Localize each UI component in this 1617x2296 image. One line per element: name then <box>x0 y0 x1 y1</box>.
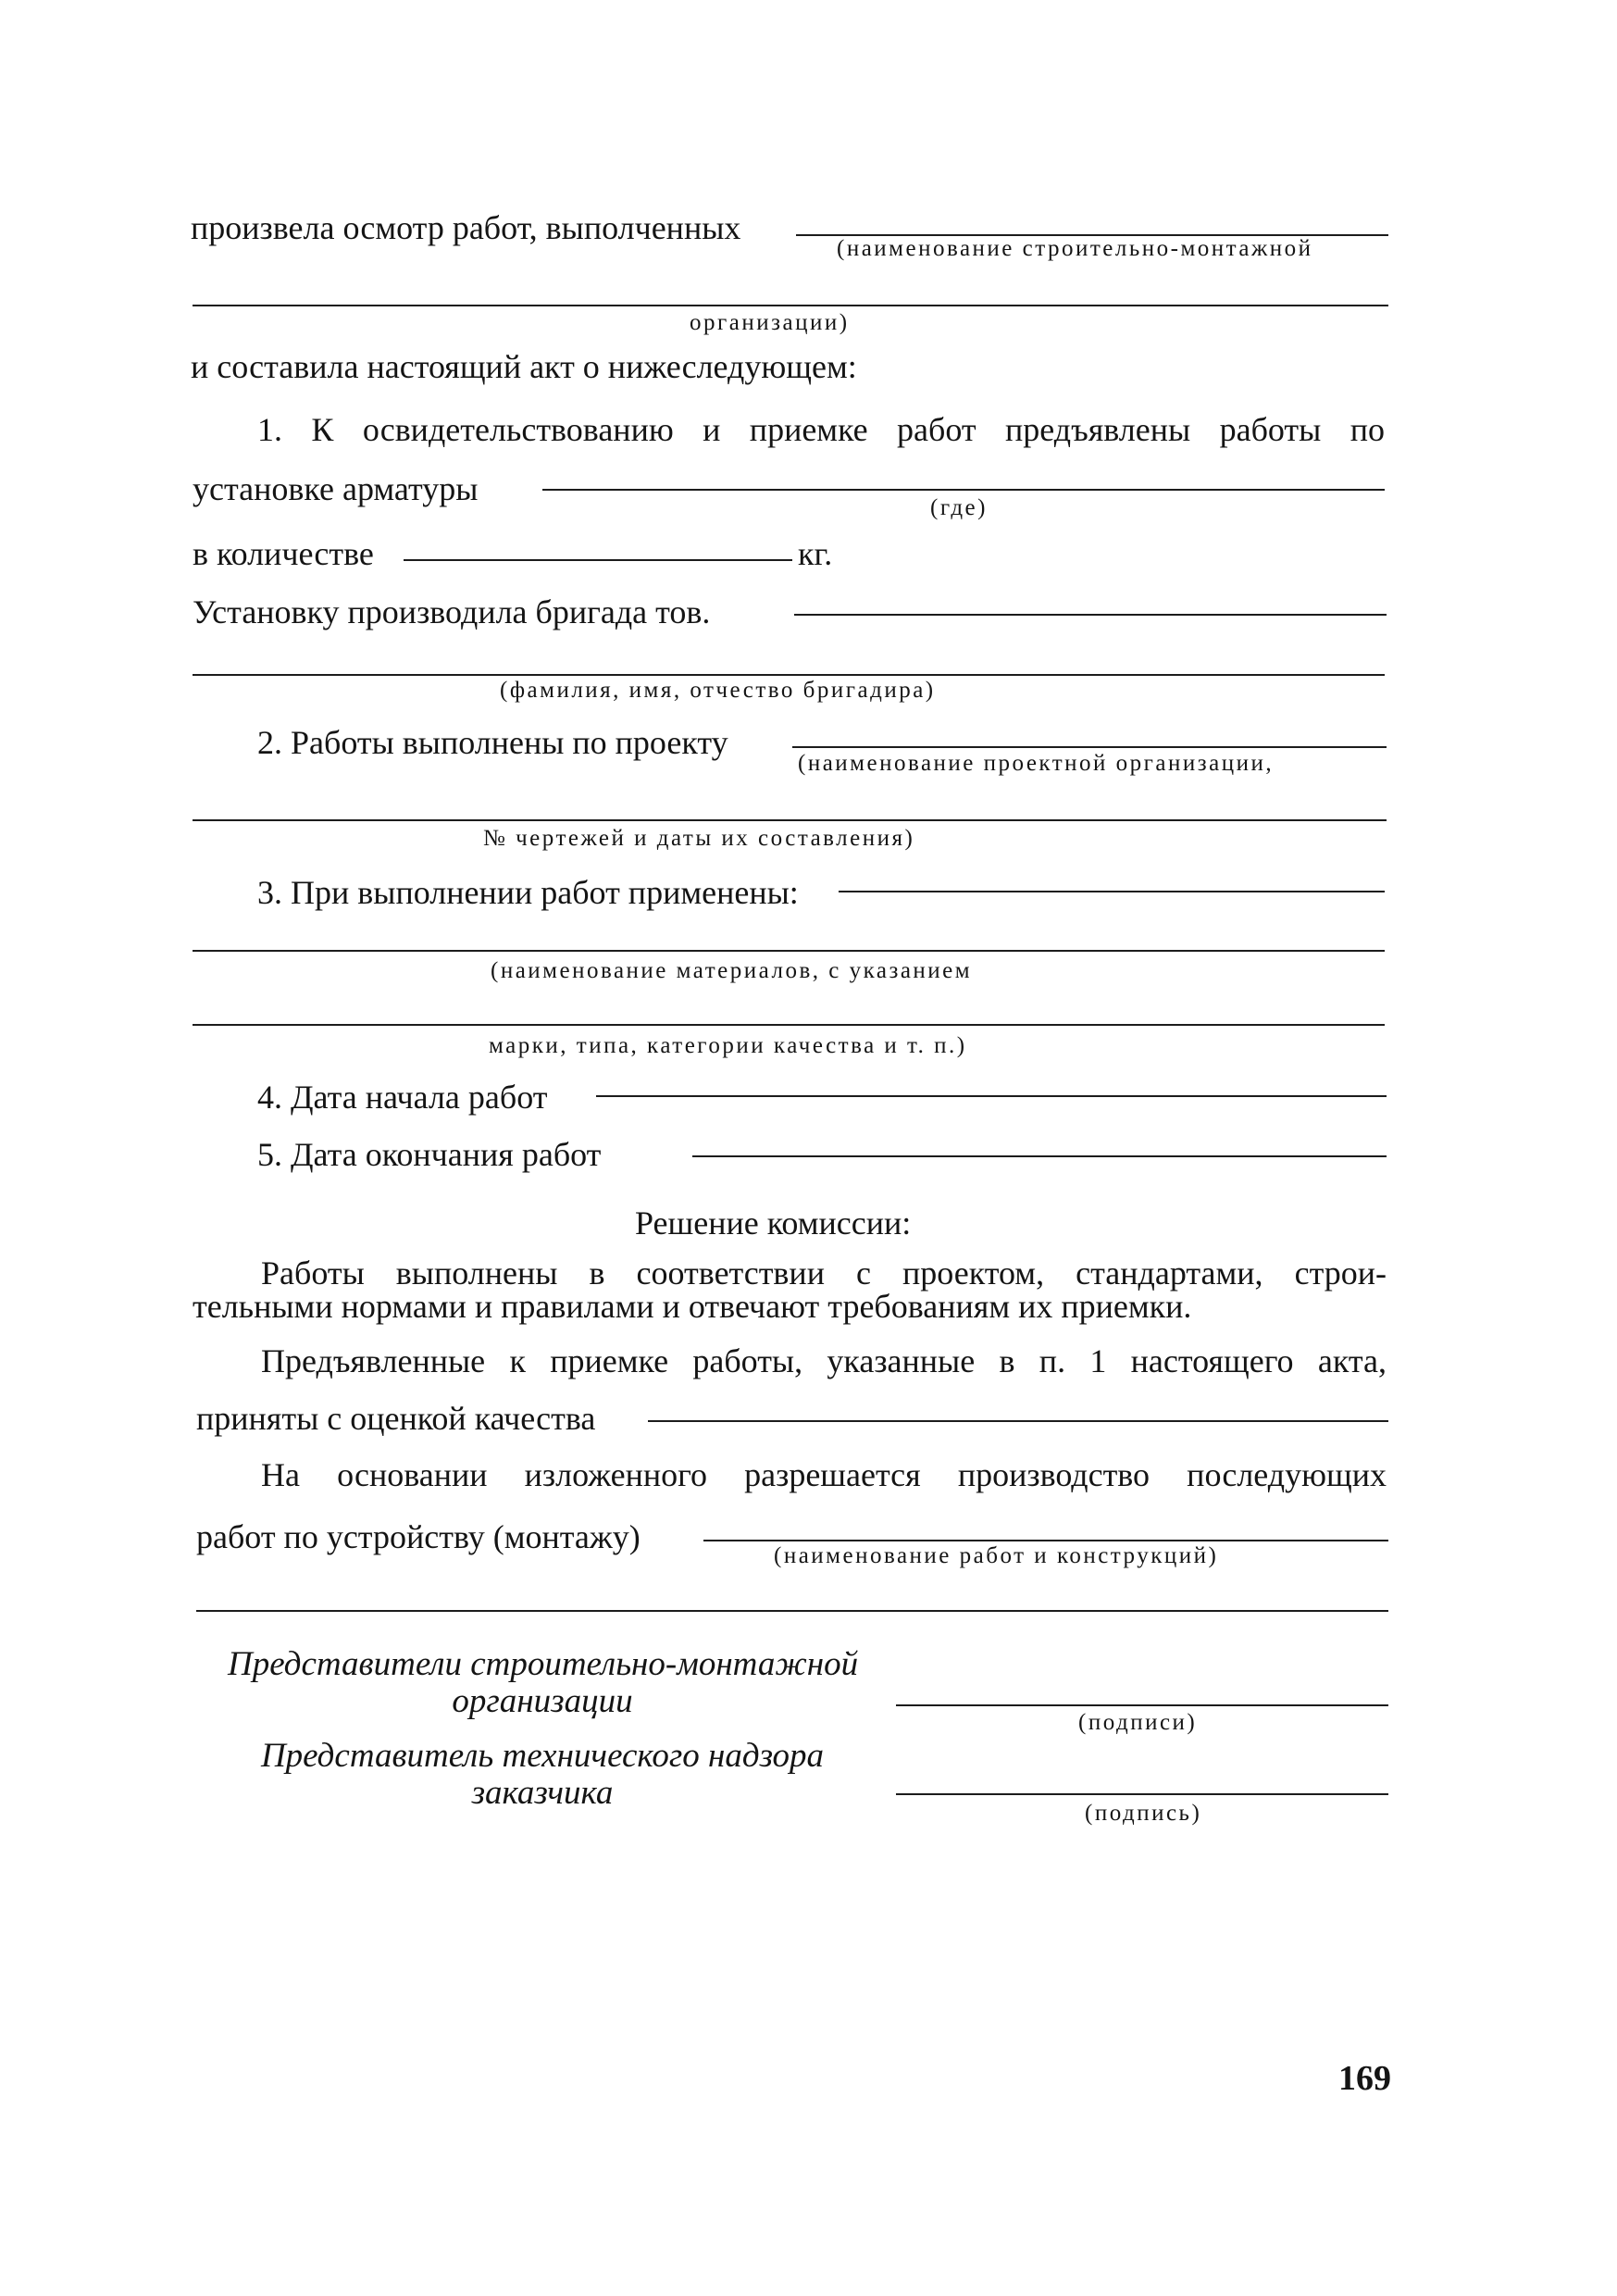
page-number: 169 <box>1338 2059 1391 2098</box>
caption-org-1: (наименование строительно-монтажной <box>837 236 1313 261</box>
quantity-unit: кг. <box>798 535 833 572</box>
item-1-line-b: установке арматуры <box>193 470 479 507</box>
fill-line-materials[interactable] <box>839 891 1385 892</box>
rep-contractor-line-b: организации <box>452 1682 633 1720</box>
item-2-line: 2. Работы выполнены по проекту <box>257 724 728 761</box>
intro-line: произвела осмотр работ, выполченных <box>191 209 741 246</box>
fill-line-materials-2[interactable] <box>193 950 1385 952</box>
item-3-line: 3. При выполнении работ применены: <box>257 874 799 911</box>
fill-line-org-2[interactable] <box>193 305 1388 306</box>
caption-brigadier: (фамилия, имя, отчество бригадира) <box>500 678 936 703</box>
fill-line-materials-3[interactable] <box>193 1024 1385 1026</box>
fill-line-where[interactable] <box>542 489 1385 491</box>
decision-p1-a: Работы выполнены в соответствии с проектом, стандартами, строи- <box>261 1254 1387 1292</box>
fill-line-works-2[interactable] <box>196 1610 1388 1612</box>
fill-line-project[interactable] <box>792 746 1387 748</box>
caption-signature: (подпись) <box>1085 1801 1202 1826</box>
caption-project-2: № чертежей и даты их составления) <box>483 826 915 851</box>
fill-line-works[interactable] <box>703 1540 1388 1541</box>
decision-p2-b: приняты с оценкой качества <box>196 1400 596 1437</box>
item-5-line: 5. Дата окончания работ <box>257 1136 602 1173</box>
fill-line-end-date[interactable] <box>692 1155 1387 1157</box>
decision-p3-b: работ по устройству (монтажу) <box>196 1518 641 1555</box>
signature-line-contractor[interactable] <box>896 1704 1388 1706</box>
fill-line-quantity[interactable] <box>404 559 792 561</box>
decision-p1-b: тельными нормами и правилами и отвечают требованиям их приемки. <box>193 1288 1192 1325</box>
signature-line-supervision[interactable] <box>896 1793 1388 1795</box>
decision-p3-a: На основании изложенного разрешается производство последующих <box>261 1456 1387 1493</box>
caption-where: (где) <box>930 495 988 520</box>
caption-materials-2: марки, типа, категории качества и т. п.) <box>489 1033 967 1058</box>
caption-works: (наименование работ и конструкций) <box>774 1543 1219 1568</box>
fill-line-brigadier[interactable] <box>193 674 1385 676</box>
decision-p2-a: Предъявленные к приемке работы, указанные в п. 1 настоящего акта, <box>261 1342 1387 1379</box>
item-1-line-a: 1. К освидетельствованию и приемке работ предъявлены работы по <box>257 411 1385 448</box>
rep-contractor-line-a: Представители строительно-монтажной <box>228 1645 859 1683</box>
decision-heading: Решение комиссии: <box>635 1204 912 1242</box>
fill-line-start-date[interactable] <box>596 1095 1387 1097</box>
fill-line-brigade[interactable] <box>794 614 1387 616</box>
quantity-label: в количестве <box>193 535 374 572</box>
caption-org-2: организации) <box>690 310 850 335</box>
compose-line: и составила настоящий акт о нижеследующем: <box>191 348 857 385</box>
caption-materials-1: (наименование материалов, с указанием <box>491 958 973 983</box>
item-4-line: 4. Дата начала работ <box>257 1079 548 1116</box>
caption-project-1: (наименование проектной организации, <box>798 751 1275 776</box>
fill-line-project-2[interactable] <box>193 819 1387 821</box>
brigade-label: Установку производила бригада тов. <box>193 593 711 630</box>
rep-supervision-line-b: заказчика <box>471 1774 614 1812</box>
rep-supervision-line-a: Представитель технического надзора <box>260 1737 825 1775</box>
fill-line-quality[interactable] <box>648 1420 1388 1422</box>
caption-signatures: (подписи) <box>1078 1710 1198 1735</box>
